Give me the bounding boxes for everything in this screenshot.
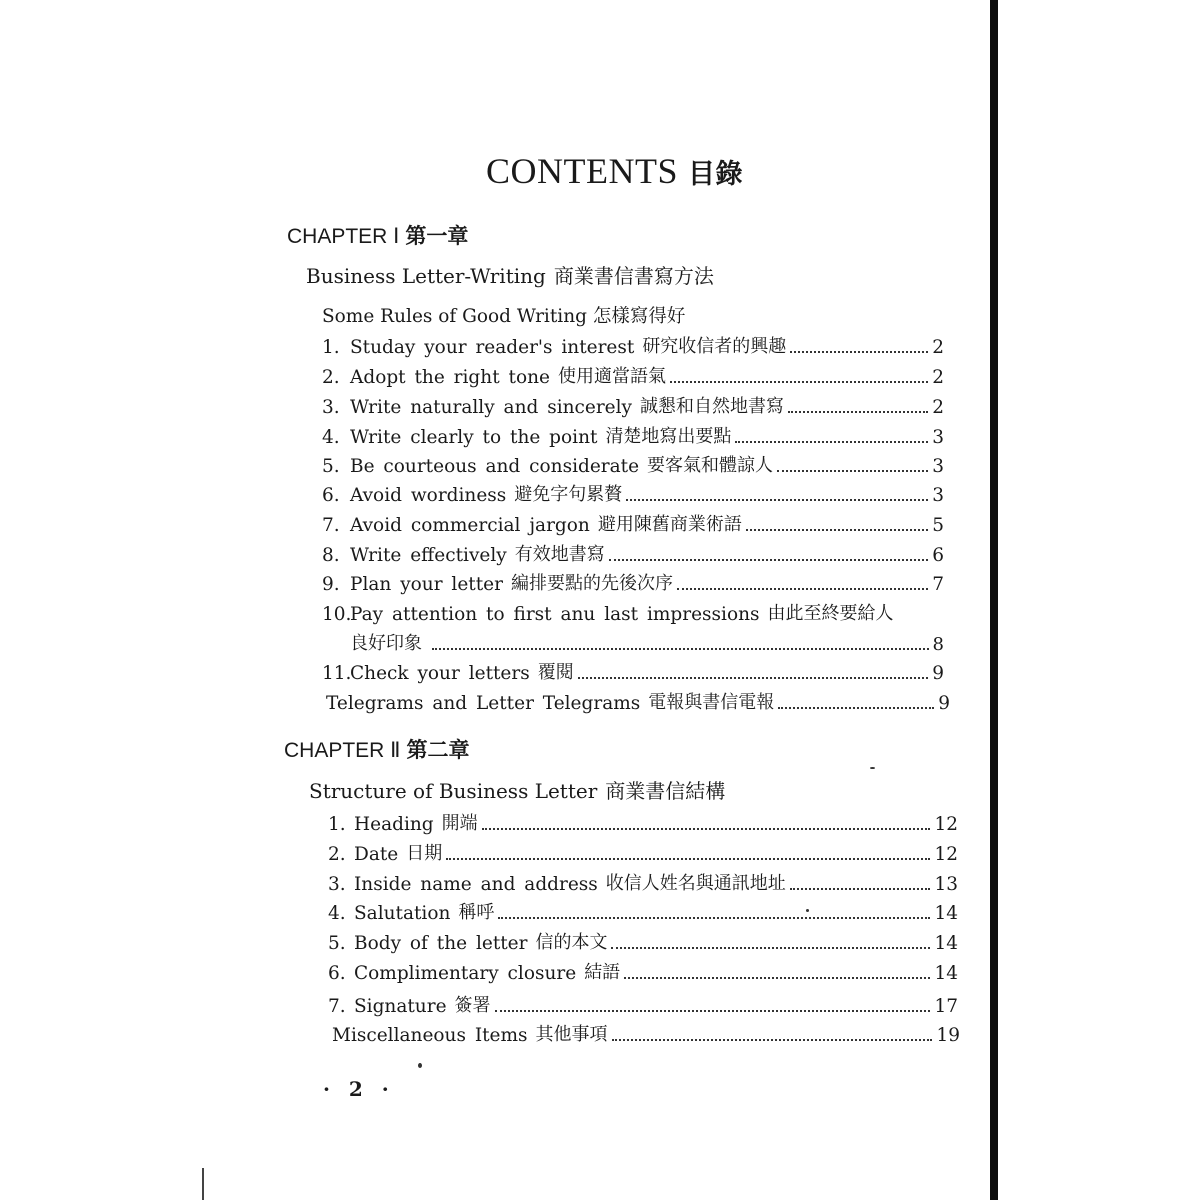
entry-number: 1. (328, 814, 346, 835)
leader-dots (626, 499, 928, 501)
entry-number: 5. (322, 456, 340, 477)
toc-entry (328, 956, 958, 984)
entry-title-zh: 其他事項 (535, 1024, 608, 1045)
toc-entry (328, 837, 958, 865)
leader-dots (498, 917, 930, 919)
entry-title-zh-continued: 良好印象 (350, 633, 422, 654)
entry-title-zh: 避免字句累贅 (514, 484, 623, 505)
entry-page: 14 (934, 963, 958, 984)
entry-number: 10. (322, 604, 352, 625)
toc-entry (322, 478, 944, 506)
toc-entry (322, 597, 944, 625)
chapter-1-label: CHAPTER Ⅰ (287, 225, 400, 248)
entry-number: 3. (328, 874, 346, 895)
entry-page: 3 (932, 485, 944, 506)
entry-page: 2 (932, 397, 944, 418)
entry-number: 3. (322, 397, 340, 418)
entry-title-en: Plan your letter (350, 574, 503, 595)
toc-entry (322, 420, 944, 448)
entry-title-en: Body of the letter (354, 933, 528, 954)
entry-title-zh: 稱呼 (458, 902, 495, 923)
entry-number: 4. (322, 427, 340, 448)
entry-title-en: Write clearly to the point (350, 427, 598, 448)
entry-number: 7. (328, 996, 346, 1017)
title-en: CONTENTS (486, 151, 678, 191)
entry-page: 17 (934, 996, 958, 1017)
entry-title-zh: 信的本文 (535, 932, 608, 953)
entry-page: 8 (932, 634, 944, 655)
entry-page: 12 (934, 814, 958, 835)
entry-page: 13 (934, 874, 958, 895)
leader-dots (788, 411, 928, 413)
leader-dots (790, 888, 931, 890)
entry-title-en: Telegrams and Letter Telegrams (326, 693, 641, 714)
entry-title-en: Salutation (354, 903, 451, 924)
entry-page: 19 (936, 1025, 960, 1046)
leader-dots (777, 470, 928, 472)
entry-title-en: Signature (354, 996, 447, 1017)
entry-number: 8. (322, 545, 340, 566)
toc-entry (322, 538, 944, 566)
chapter-1-zh: 第一章 (405, 225, 469, 248)
entry-page: 9 (938, 693, 950, 714)
entry-title-en: Studay your reader's interest (350, 337, 635, 358)
leader-dots (495, 1010, 931, 1012)
entry-title-en: Date (354, 844, 399, 865)
page-edge-shadow (990, 0, 998, 1200)
telegrams-entry (326, 686, 950, 714)
entry-title-zh: 由此至終要給人 (767, 603, 894, 624)
entry-title-zh: 有效地書寫 (514, 544, 605, 565)
toc-entry (322, 330, 944, 358)
entry-title-zh: 研究收信者的興趣 (642, 336, 787, 357)
leader-dots (735, 441, 928, 443)
entry-title-zh: 編排要點的先後次序 (510, 573, 673, 594)
entry-title-zh: 避用陳舊商業術語 (597, 514, 742, 535)
entry-number: 6. (322, 485, 340, 506)
scan-speck (418, 1063, 422, 1068)
entry-title-zh: 日期 (406, 843, 443, 864)
leader-dots (612, 1039, 933, 1041)
entry-title-en: Avoid wordiness (350, 485, 507, 506)
toc-entry (322, 449, 944, 477)
chapter-1-section-zh: 商業書信書寫方法 (553, 264, 714, 288)
entry-page: 5 (932, 515, 944, 536)
leader-dots (482, 828, 931, 830)
entry-title-zh: 簽署 (454, 995, 491, 1016)
entry-title-en: Complimentary closure (354, 963, 577, 984)
toc-entry (328, 896, 958, 924)
entry-page: 14 (934, 903, 958, 924)
page-number: · 2 · (323, 1077, 395, 1101)
scan-speck (870, 767, 875, 769)
entry-page: 12 (934, 844, 958, 865)
entry-title-zh: 要客氣和體諒人 (647, 455, 774, 476)
toc-entry (322, 360, 944, 388)
entry-title-en: Check your letters (350, 663, 530, 684)
toc-entry-continuation (350, 627, 944, 655)
toc-entry (322, 656, 944, 684)
entry-number: 6. (328, 963, 346, 984)
entry-title-zh: 誠懇和自然地書寫 (640, 396, 785, 417)
chapter-1-section (306, 260, 714, 289)
entry-number: 4. (328, 903, 346, 924)
toc-entry (322, 567, 944, 595)
chapter-1-subsection: Some Rules of Good Writing 怎樣寫得好 (322, 306, 686, 327)
entry-title-en: Write effectively (350, 545, 507, 566)
entry-page: 3 (932, 456, 944, 477)
leader-dots (746, 529, 928, 531)
entry-title-zh: 覆閱 (537, 662, 574, 683)
toc-entry (328, 989, 958, 1017)
page-title (486, 150, 743, 192)
toc-entry (322, 508, 944, 536)
toc-entry (322, 390, 944, 418)
chapter-2-section (309, 775, 725, 804)
leader-dots (432, 648, 929, 650)
chapter-2-section-zh: 商業書信結構 (605, 779, 726, 803)
entry-title-en: Be courteous and considerate (350, 456, 640, 477)
page-edge-mark (202, 1168, 204, 1200)
entry-title-en: Write naturally and sincerely (350, 397, 633, 418)
entry-title-en: Avoid commercial jargon (350, 515, 590, 536)
entry-title-en: Adopt the right tone (350, 367, 550, 388)
chapter-1-section-en: Business Letter-Writing (306, 264, 546, 288)
chapter-2-heading (284, 734, 470, 764)
entry-title-zh: 清楚地寫出要點 (605, 426, 732, 447)
entry-title-en: Heading (354, 814, 434, 835)
leader-dots (677, 588, 928, 590)
title-zh: 目錄 (688, 159, 743, 189)
leader-dots (670, 381, 928, 383)
entry-page: 9 (932, 663, 944, 684)
entry-title-zh: 結語 (584, 962, 621, 983)
entry-page: 7 (932, 574, 944, 595)
leader-dots (778, 707, 934, 709)
leader-dots (790, 351, 928, 353)
entry-page: 2 (932, 337, 944, 358)
entry-page: 6 (932, 545, 944, 566)
entry-title-en: Miscellaneous Items (332, 1025, 528, 1046)
entry-number: 2. (328, 844, 346, 865)
entry-page: 3 (932, 427, 944, 448)
entry-number: 1. (322, 337, 340, 358)
chapter-2-label: CHAPTER Ⅱ (284, 739, 401, 762)
entry-title-zh: 使用適當語氣 (557, 366, 666, 387)
entry-page: 2 (932, 367, 944, 388)
entry-number: 9. (322, 574, 340, 595)
entry-title-en: Pay attention to first anu last impressions (350, 604, 760, 625)
entry-title-en: Inside name and address (354, 874, 598, 895)
leader-dots (446, 858, 930, 860)
leader-dots (609, 559, 928, 561)
entry-title-zh: 收信人姓名與通訊地址 (605, 873, 786, 894)
entry-number: 11. (322, 663, 352, 684)
leader-dots (624, 977, 930, 979)
entry-title-zh: 開端 (441, 813, 478, 834)
misc-entry (332, 1018, 960, 1046)
toc-entry (328, 926, 958, 954)
leader-dots (578, 677, 929, 679)
toc-entry (328, 807, 958, 835)
chapter-2-section-en: Structure of Business Letter (309, 779, 598, 803)
entry-number: 2. (322, 367, 340, 388)
entry-number: 5. (328, 933, 346, 954)
leader-dots (611, 947, 930, 949)
toc-entry (328, 867, 958, 895)
entry-page: 14 (934, 933, 958, 954)
entry-number: 7. (322, 515, 340, 536)
chapter-2-zh: 第二章 (406, 739, 470, 762)
chapter-1-heading (287, 220, 468, 250)
entry-title-zh: 電報與書信電報 (648, 692, 775, 713)
